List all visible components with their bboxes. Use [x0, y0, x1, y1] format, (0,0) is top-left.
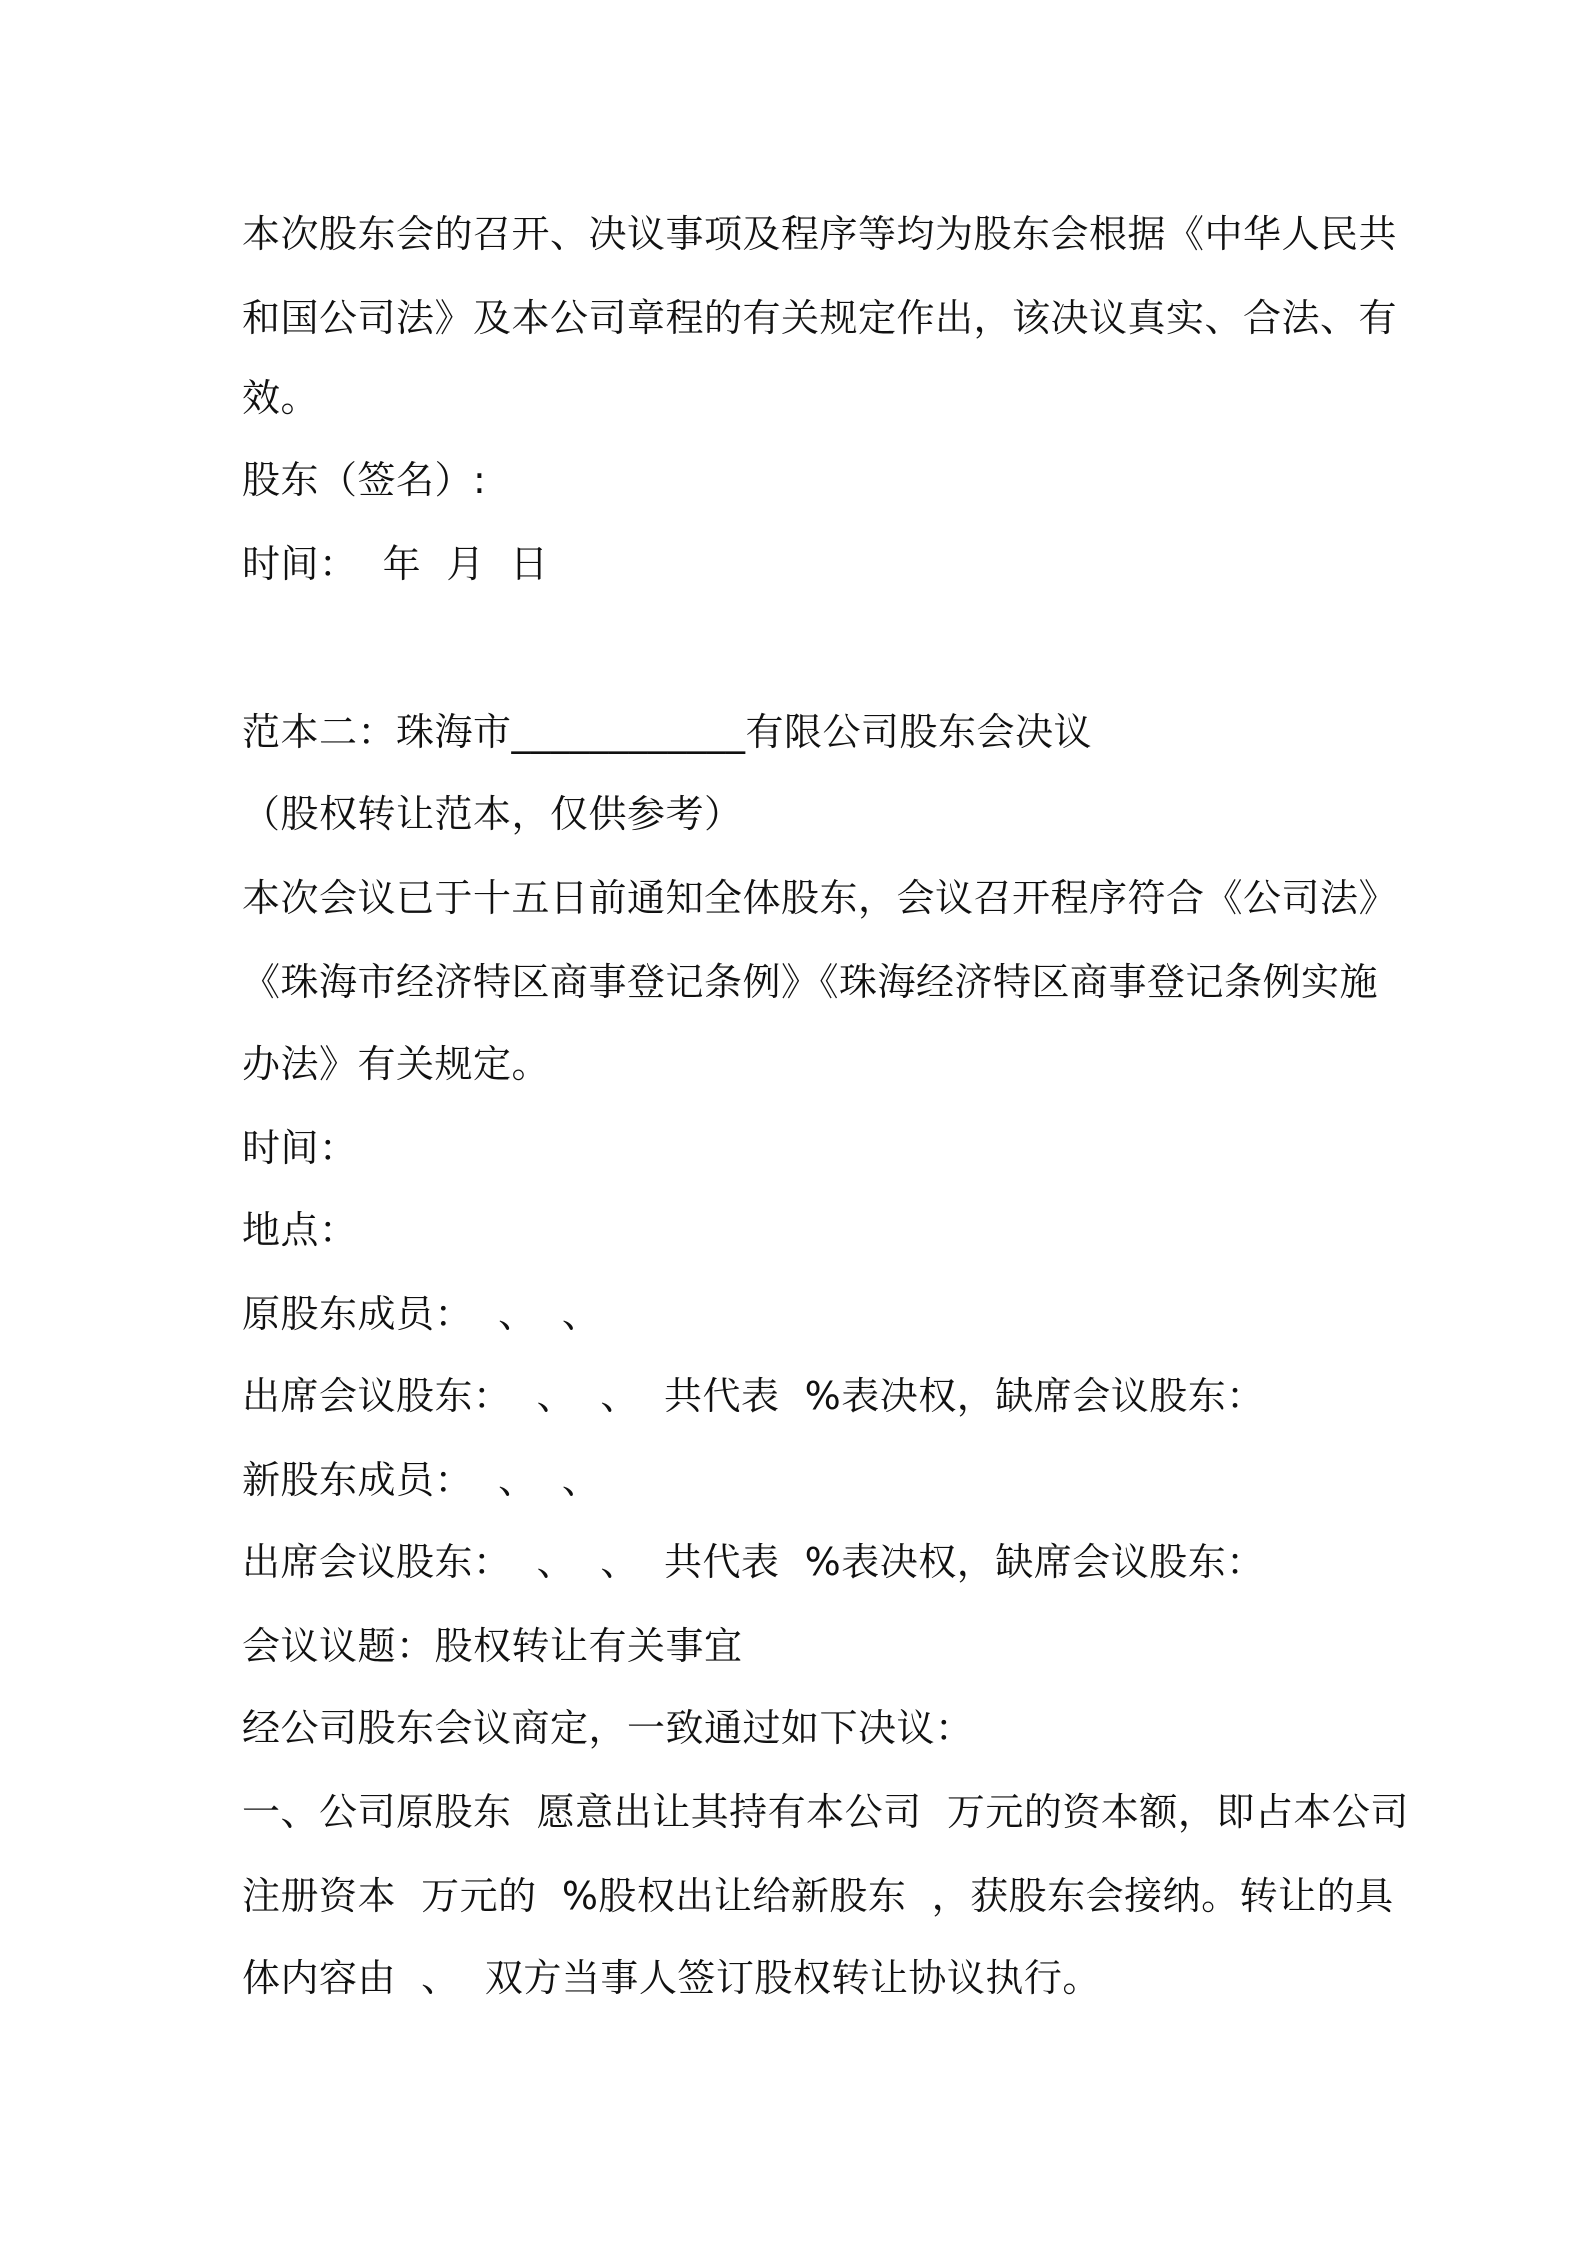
attending-shareholders-line: 出席会议股东： 、 、 共代表 %表决权，缺席会议股东：: [242, 1540, 1265, 1584]
place-label: 地点：: [242, 1208, 358, 1252]
date-line: 时间： 年 月 日: [242, 542, 549, 586]
paragraph-line: 本次股东会的召开、决议事项及程序等均为股东会根据《中华人民共: [242, 212, 1398, 256]
section-title: 范本二：珠海市____________有限公司股东会决议: [242, 710, 1093, 754]
new-shareholders-line: 新股东成员： 、 、: [242, 1458, 601, 1502]
section-subtitle: （股权转让范本，仅供参考）: [242, 792, 743, 836]
paragraph-line: 效。: [242, 376, 320, 420]
resolution-intro: 经公司股东会议商定，一致通过如下决议：: [242, 1706, 974, 1750]
resolution-line: 体内容由 、 双方当事人签订股权转让协议执行。: [242, 1956, 1101, 2000]
notice-line: 办法》有关规定。: [242, 1042, 551, 1086]
signature-label: 股东（签名）:: [242, 458, 487, 502]
notice-line: 本次会议已于十五日前通知全体股东，会议召开程序符合《公司法》: [242, 876, 1398, 920]
attending-shareholders-line: 出席会议股东： 、 、 共代表 %表决权，缺席会议股东：: [242, 1374, 1265, 1418]
agenda-line: 会议议题：股权转让有关事宜: [242, 1624, 743, 1668]
time-label: 时间：: [242, 1126, 358, 1170]
original-shareholders-line: 原股东成员： 、 、: [242, 1292, 601, 1336]
paragraph-line: 和国公司法》及本公司章程的有关规定作出，该决议真实、合法、有: [242, 296, 1398, 340]
notice-line: 《珠海市经济特区商事登记条例》《珠海经济特区商事登记条例实施: [242, 960, 1379, 1004]
resolution-line: 注册资本 万元的 %股权出让给新股东 ，获股东会接纳。转让的具: [242, 1874, 1394, 1918]
resolution-line: 一、公司原股东 愿意出让其持有本公司 万元的资本额，即占本公司: [242, 1790, 1409, 1834]
